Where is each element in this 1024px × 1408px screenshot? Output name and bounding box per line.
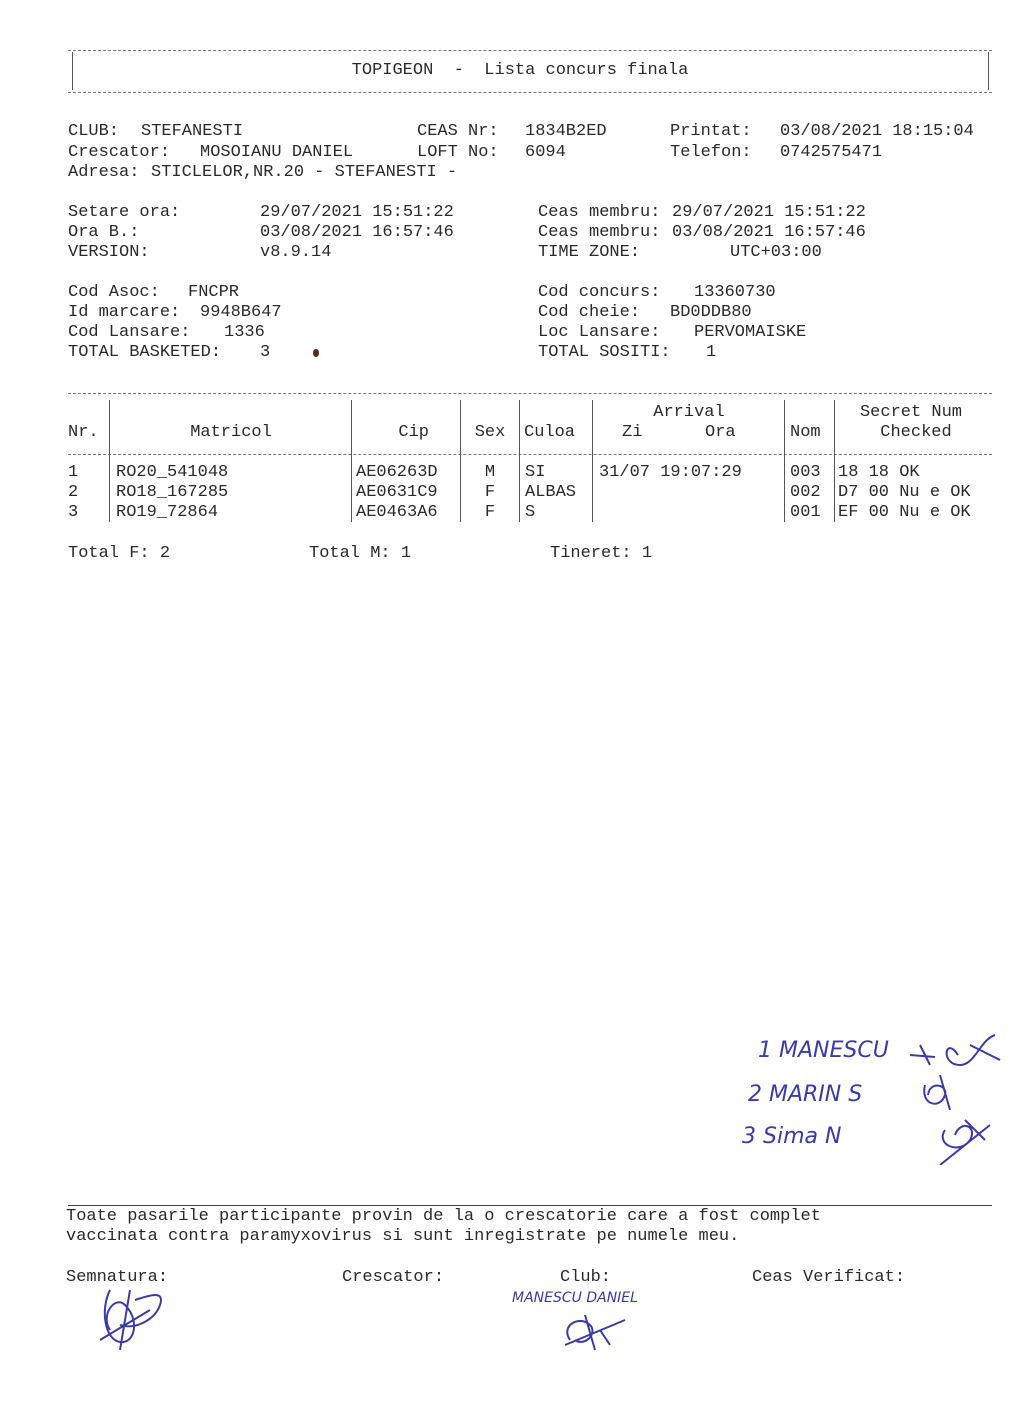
club-handwritten: MANESCU DANIEL [512, 1290, 638, 1306]
handwritten-line: 1 MANESCU [758, 1038, 889, 1063]
cell-cip: AE0631C9 [356, 483, 438, 502]
club-sign-label: Club: [560, 1268, 612, 1287]
tineret: Tineret: 1 [550, 544, 653, 563]
table-row [68, 503, 1008, 523]
id-marcare-value: 9948B647 [200, 303, 282, 322]
declaration-line1: Toate pasarile participante provin de la o crescatorie care a fost complet [66, 1207, 821, 1226]
printat-label: Printat: [670, 122, 752, 141]
cell-cip: AE06263D [356, 463, 438, 482]
crescator-label: Crescator: [68, 143, 171, 162]
declaration-line2: vaccinata contra paramyxovirus si sunt inregistrate pe numele meu. [66, 1227, 740, 1246]
th-secret-num: Secret Num [859, 403, 963, 422]
cell-cip: AE0463A6 [356, 503, 438, 522]
header-top-border [68, 50, 992, 51]
cod-asoc-label: Cod Asoc: [68, 283, 160, 302]
initials-signature-icon [900, 1015, 1015, 1165]
ink-dot [313, 349, 319, 357]
ceas-membru1-label: Ceas membru: [538, 203, 661, 222]
total-basketed-label: TOTAL BASKETED: [68, 343, 222, 362]
table-top-border [68, 393, 992, 394]
th-checked: Checked [880, 423, 952, 442]
cell-checked: D7 00 Nu e OK [838, 483, 971, 502]
table-header-divider [68, 454, 992, 455]
club-signature-icon [550, 1285, 640, 1355]
id-marcare-label: Id marcare: [68, 303, 181, 322]
timezone-value: UTC+03:00 [730, 243, 822, 262]
crescator-sign-label: Crescator: [342, 1268, 445, 1287]
page-title: TOPIGEON - Lista concurs finala [351, 61, 689, 80]
table-row [68, 483, 1008, 503]
th-nom: Nom [790, 423, 821, 442]
total-f: Total F: 2 [68, 544, 171, 563]
signature-icon [80, 1270, 180, 1360]
th-matricol: Matricol [190, 423, 272, 442]
cod-lansare-value: 1336 [224, 323, 265, 342]
th-nr: Nr. [68, 423, 99, 442]
th-cip: Cip [398, 423, 429, 442]
version-value: v8.9.14 [260, 243, 332, 262]
crescator-value: MOSOIANU DANIEL [200, 143, 354, 162]
cell-nom: 002 [790, 483, 821, 502]
cell-sex: F [484, 503, 496, 522]
cod-concurs-value: 13360730 [694, 283, 776, 302]
th-arrival: Arrival [653, 403, 725, 422]
loc-lansare-value: PERVOMAISKE [694, 323, 807, 342]
telefon-label: Telefon: [670, 143, 752, 162]
table-row [68, 463, 1008, 483]
ceas-membru1-value: 29/07/2021 15:51:22 [672, 203, 866, 222]
semnatura-label: Semnatura: [66, 1268, 169, 1287]
handwritten-line: 2 MARIN S [748, 1082, 863, 1107]
loft-label: LOFT No: [417, 143, 499, 162]
cell-culoa: S [525, 503, 536, 522]
th-ora: Ora [705, 423, 736, 442]
loft-value: 6094 [525, 143, 566, 162]
cod-cheie-label: Cod cheie: [538, 303, 641, 322]
footer-rule [68, 1205, 992, 1206]
cell-culoa: ALBAS [525, 483, 577, 502]
cell-matricol: RO18_167285 [116, 483, 229, 502]
club-value: STEFANESTI [141, 122, 244, 141]
cell-culoa: SI [525, 463, 546, 482]
cod-cheie-value: BD0DDB80 [670, 303, 752, 322]
total-basketed-value: 3 [260, 343, 271, 362]
loc-lansare-label: Loc Lansare: [538, 323, 661, 342]
cell-checked: 18 18 OK [838, 463, 920, 482]
cell-sex: M [484, 463, 496, 482]
cell-matricol: RO19_72864 [116, 503, 219, 522]
telefon-value: 0742575471 [780, 143, 883, 162]
th-culoa: Culoa [524, 423, 576, 442]
cod-asoc-value: FNCPR [188, 283, 240, 302]
cell-matricol: RO20_541048 [116, 463, 229, 482]
cell-nom: 003 [790, 463, 821, 482]
ceas-label: CEAS Nr: [417, 122, 499, 141]
th-sex: Sex [474, 423, 506, 442]
total-m: Total M: 1 [309, 544, 412, 563]
ora-b-value: 03/08/2021 16:57:46 [260, 223, 454, 242]
setare-value: 29/07/2021 15:51:22 [260, 203, 454, 222]
handwritten-line: 3 Sima N [742, 1124, 842, 1149]
cell-nr: 2 [68, 483, 79, 502]
printat-value: 03/08/2021 18:15:04 [780, 122, 974, 141]
timezone-label: TIME ZONE: [538, 243, 641, 262]
cod-lansare-label: Cod Lansare: [68, 323, 191, 342]
ceas-membru2-label: Ceas membru: [538, 223, 661, 242]
ora-b-label: Ora B.: [68, 223, 140, 242]
total-sositi-label: TOTAL SOSITI: [538, 343, 671, 362]
cod-concurs-label: Cod concurs: [538, 283, 661, 302]
version-label: VERSION: [68, 243, 150, 262]
th-zi: Zi [622, 423, 643, 442]
setare-label: Setare ora: [68, 203, 181, 222]
adresa-label: Adresa: [68, 163, 140, 182]
ceas-membru2-value: 03/08/2021 16:57:46 [672, 223, 866, 242]
cell-nr: 3 [68, 503, 79, 522]
total-sositi-value: 1 [706, 343, 717, 362]
ceas-value: 1834B2ED [525, 122, 607, 141]
header-bottom-border [68, 92, 992, 93]
ceas-verificat-label: Ceas Verificat: [752, 1268, 906, 1287]
club-label: CLUB: [68, 122, 120, 141]
cell-sex: F [484, 483, 496, 502]
cell-nr: 1 [68, 463, 79, 482]
cell-nom: 001 [790, 503, 821, 522]
cell-arrival: 31/07 19:07:29 [599, 463, 742, 482]
cell-checked: EF 00 Nu e OK [838, 503, 971, 522]
adresa-value: STICLELOR,NR.20 - STEFANESTI - [151, 163, 458, 182]
